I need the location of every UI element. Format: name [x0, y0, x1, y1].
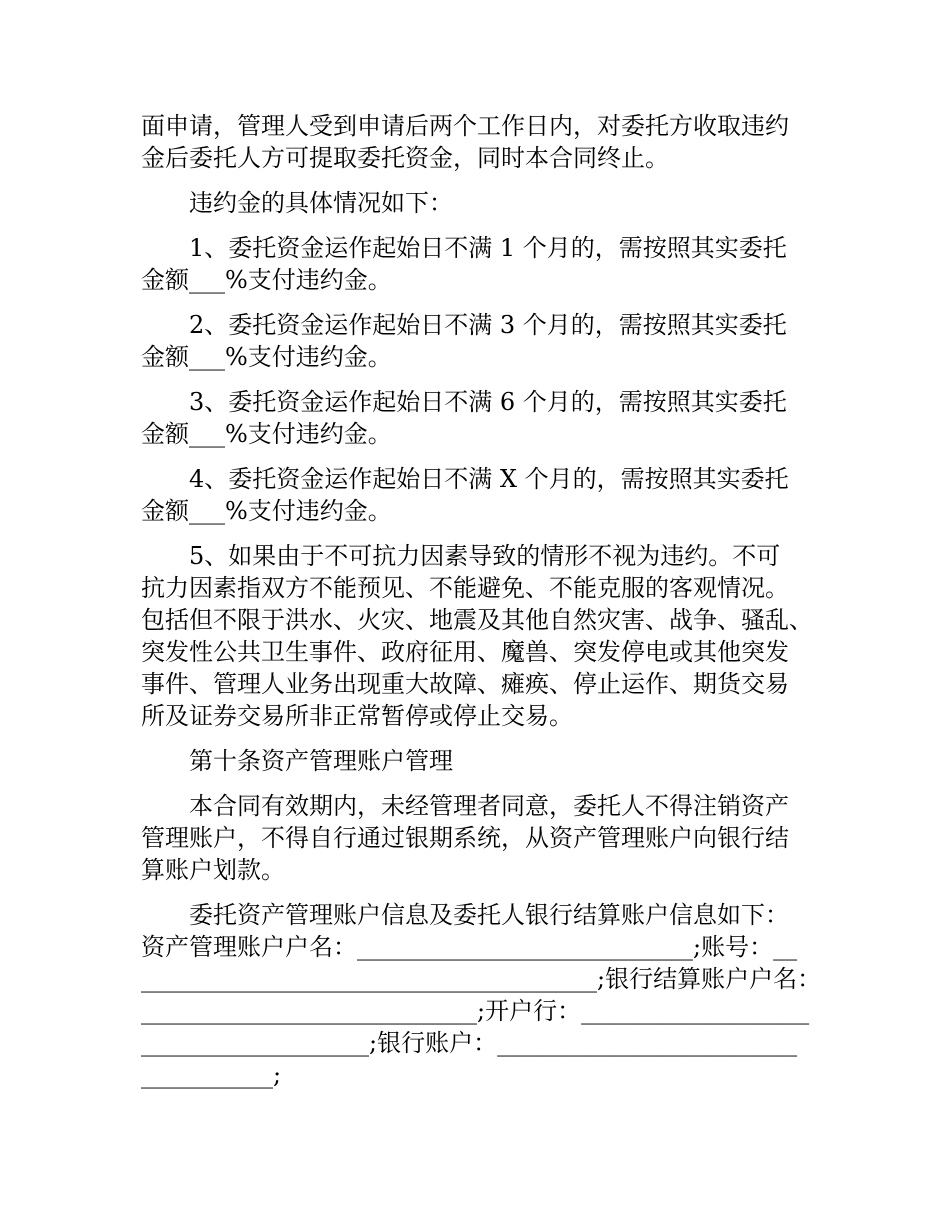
- paragraph-penalty-item-3: [141, 386, 821, 450]
- text-line: 4、委托资金运作起始日不满 X 个月的，需按照其实委托: [189, 465, 789, 493]
- paragraph-penalty-item-4: [141, 463, 821, 527]
- section-heading-article-10: [141, 745, 821, 777]
- text-line: 委托资产管理账户信息及委托人银行结算账户信息如下：: [189, 901, 789, 929]
- text-line: 1、委托资金运作起始日不满 1 个月的，需按照其实委托: [189, 234, 787, 262]
- text-line: 算账户划款。: [141, 856, 285, 884]
- text-line: ______________________________________;银行结算账户户名：: [141, 965, 822, 993]
- text-line: 本合同有效期内，未经管理者同意，委托人不得注销资产: [189, 792, 789, 820]
- text-line: 金额___%支付违约金。: [141, 343, 392, 371]
- paragraph-penalty-item-2: [141, 309, 821, 373]
- text-line: ___________________;银行账户：_________________________: [141, 1029, 798, 1057]
- text-line: 3、委托资金运作起始日不满 6 个月的，需按照其实委托: [189, 388, 787, 416]
- text-line: 金额___%支付违约金。: [141, 497, 392, 525]
- text-line: 资产管理账户户名：____________________________;账号：__: [141, 933, 798, 961]
- text-line: ____________________________;开户行：___________________: [141, 997, 810, 1025]
- text-line: 突发性公共卫生事件、政府征用、魔兽、突发停电或其他突发: [141, 638, 789, 666]
- text-line: 抗力因素指双方不能预见、不能避免、不能克服的客观情况。: [141, 574, 789, 602]
- text-line: 金额___%支付违约金。: [141, 266, 392, 294]
- document-page: [141, 110, 821, 1104]
- text-line: 5、如果由于不可抗力因素导致的情形不视为违约。不可: [189, 542, 781, 570]
- text-line: 金后委托人方可提取委托资金，同时本合同终止。: [141, 144, 669, 172]
- paragraph-account-restriction: [141, 790, 821, 886]
- text-line: 2、委托资金运作起始日不满 3 个月的，需按照其实委托: [189, 311, 787, 339]
- text-line: ___________;: [141, 1061, 282, 1089]
- text-line: 金额___%支付违约金。: [141, 420, 392, 448]
- paragraph-penalty-intro: [141, 187, 821, 219]
- text-line: 违约金的具体情况如下：: [189, 189, 453, 217]
- text-line: 包括但不限于洪水、火灾、地震及其他自然灾害、战争、骚乱、: [141, 606, 813, 634]
- paragraph-termination-continued: [141, 110, 821, 174]
- text-line: 管理账户，不得自行通过银期系统，从资产管理账户向银行结: [141, 824, 789, 852]
- paragraph-penalty-item-1: [141, 232, 821, 296]
- paragraph-account-info-form: [141, 899, 821, 1091]
- text-line: 所及证券交易所非正常暂停或停止交易。: [141, 702, 573, 730]
- text-line: 面申请，管理人受到申请后两个工作日内，对委托方收取违约: [141, 112, 789, 140]
- text-line: 事件、管理人业务出现重大故障、瘫痪、停止运作、期货交易: [141, 670, 789, 698]
- paragraph-force-majeure: [141, 540, 821, 732]
- text-line: 第十条资产管理账户管理: [189, 747, 453, 775]
